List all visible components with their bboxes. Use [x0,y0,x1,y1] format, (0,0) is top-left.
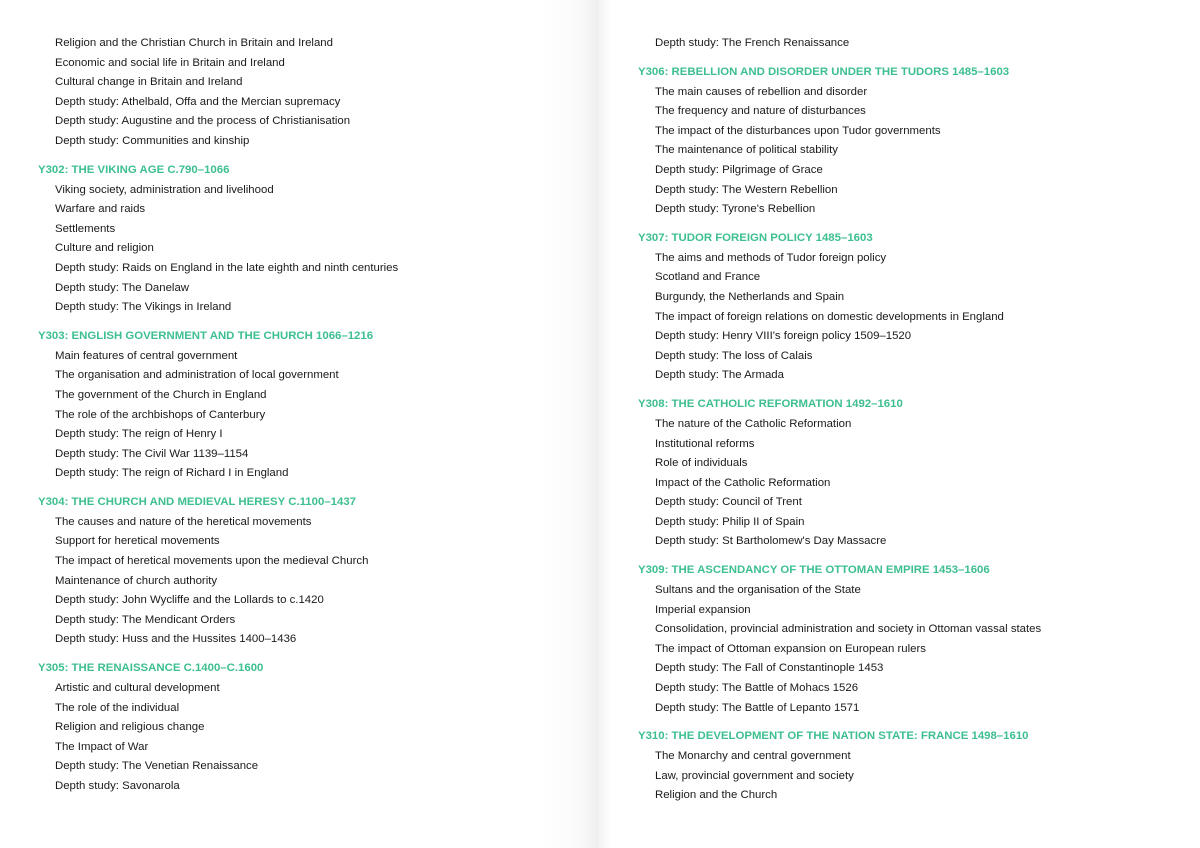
section-heading: Y310: THE DEVELOPMENT OF THE NATION STATE: FRANCE 1498–1610 [638,730,1029,743]
list-item: Depth study: Henry VIII's foreign policy 1509–1520 [655,330,912,343]
list-item: Depth study: Tyrone's Rebellion [655,203,816,216]
section-heading: Y304: THE CHURCH AND MEDIEVAL HERESY C.1100–1437 [38,495,356,508]
section-heading: Y309: THE ASCENDANCY OF THE OTTOMAN EMPIRE 1453–1606 [638,564,990,577]
list-item: The role of the individual [55,701,180,714]
list-item: Main features of central government [55,349,238,362]
list-item: Depth study: John Wycliffe and the Lollards to c.1420 [55,594,324,607]
list-item: Religion and the Church [655,789,778,802]
list-item: Maintenance of church authority [55,574,218,587]
list-item: The main causes of rebellion and disorder [655,85,868,98]
list-item: Viking society, administration and livelihood [55,183,274,196]
list-item: The organisation and administration of local government [55,369,339,382]
list-item: Warfare and raids [55,203,146,216]
list-item: The impact of Ottoman expansion on European rulers [655,642,926,655]
list-item: The government of the Church in England [55,388,267,401]
list-item: Depth study: The Venetian Renaissance [55,760,259,773]
list-item: Depth study: Pilgrimage of Grace [655,163,823,176]
list-item: Depth study: The French Renaissance [655,37,850,49]
list-item: Consolidation, provincial administration and society in Ottoman vassal states [655,623,1042,636]
list-item: Depth study: Athelbald, Offa and the Mercian supremacy [55,95,341,108]
section-heading: Y306: REBELLION AND DISORDER UNDER THE TUDORS 1485–1603 [638,65,1010,78]
section-heading: Y302: THE VIKING AGE C.790–1066 [38,163,230,176]
list-item: Artistic and cultural development [55,682,220,695]
list-item: Depth study: The Vikings in Ireland [55,301,232,314]
intro-list [38,34,598,152]
list-item: Religion and religious change [55,721,205,734]
list-item: Depth study: The Western Rebellion [655,183,838,196]
list-item: Settlements [55,222,116,235]
section-y307 [638,228,1200,386]
section-y302 [38,160,598,318]
section-y306 [638,62,1200,220]
section-y309 [638,560,1200,718]
list-item: Depth study: The reign of Richard I in England [55,467,289,480]
list-item: The aims and methods of Tudor foreign policy [655,251,887,264]
section-y308 [638,394,1200,552]
list-item: Sultans and the organisation of the State [655,584,861,597]
list-item: Depth study: The Battle of Lepanto 1571 [655,701,860,714]
list-item: Depth study: Augustine and the process of Christianisation [55,115,351,128]
list-item: The impact of foreign relations on domestic developments in England [655,310,1004,323]
list-item: Depth study: Council of Trent [655,496,802,509]
list-item: Depth study: The Civil War 1139–1154 [55,447,249,460]
left-page [0,0,598,848]
list-item: Depth study: Huss and the Hussites 1400–1436 [55,633,297,646]
list-item: Institutional reforms [655,437,755,450]
list-item: Role of individuals [655,457,748,470]
list-item: The impact of heretical movements upon the medieval Church [55,555,369,568]
list-item: Imperial expansion [655,603,751,616]
list-item: Depth study: Raids on England in the late eighth and ninth centuries [55,261,399,274]
list-item: The Impact of War [55,740,149,753]
section-heading: Y307: TUDOR FOREIGN POLICY 1485–1603 [638,231,873,244]
intro-list [638,34,1200,54]
list-item: Support for heretical movements [55,535,220,548]
section-y305 [38,658,598,797]
list-item: The frequency and nature of disturbances [655,105,866,118]
list-item: The role of the archbishops of Canterbury [55,408,266,421]
list-item: The nature of the Catholic Reformation [655,417,852,430]
right-page [598,0,1200,848]
section-y303 [38,326,598,484]
section-heading: Y305: THE RENAISSANCE C.1400–C.1600 [38,662,264,675]
list-item: Impact of the Catholic Reformation [655,476,831,489]
list-item: Depth study: The Battle of Mohacs 1526 [655,682,859,695]
section-y304 [38,492,598,650]
list-item: The causes and nature of the heretical movements [55,515,312,528]
list-item: Depth study: The reign of Henry I [55,428,223,441]
section-y310 [638,726,1200,806]
list-item: Depth study: The Danelaw [55,281,190,294]
list-item: Burgundy, the Netherlands and Spain [655,290,845,303]
list-item: Culture and religion [55,242,154,255]
list-item: Economic and social life in Britain and Ireland [55,56,285,69]
list-item: Depth study: Philip II of Spain [655,515,805,528]
list-item: Depth study: Communities and kinship [55,134,250,147]
list-item: Religion and the Christian Church in Britain and Ireland [55,37,333,49]
list-item: Depth study: The Mendicant Orders [55,613,236,626]
list-item: The maintenance of political stability [655,144,838,157]
list-item: Depth study: The loss of Calais [655,349,813,362]
section-heading: Y303: ENGLISH GOVERNMENT AND THE CHURCH 1066–1216 [38,329,374,342]
list-item: Scotland and France [655,271,761,284]
list-item: Depth study: Savonarola [55,780,180,792]
list-item: The impact of the disturbances upon Tudor governments [655,124,941,137]
list-item: Cultural change in Britain and Ireland [55,76,243,89]
list-item: Depth study: The Armada [655,369,784,382]
list-item: Depth study: St Bartholomew's Day Massacre [655,535,887,548]
section-heading: Y308: THE CATHOLIC REFORMATION 1492–1610 [638,397,903,410]
list-item: Law, provincial government and society [655,769,854,782]
list-item: Depth study: The Fall of Constantinople 1453 [655,662,884,675]
list-item: The Monarchy and central government [655,750,851,763]
